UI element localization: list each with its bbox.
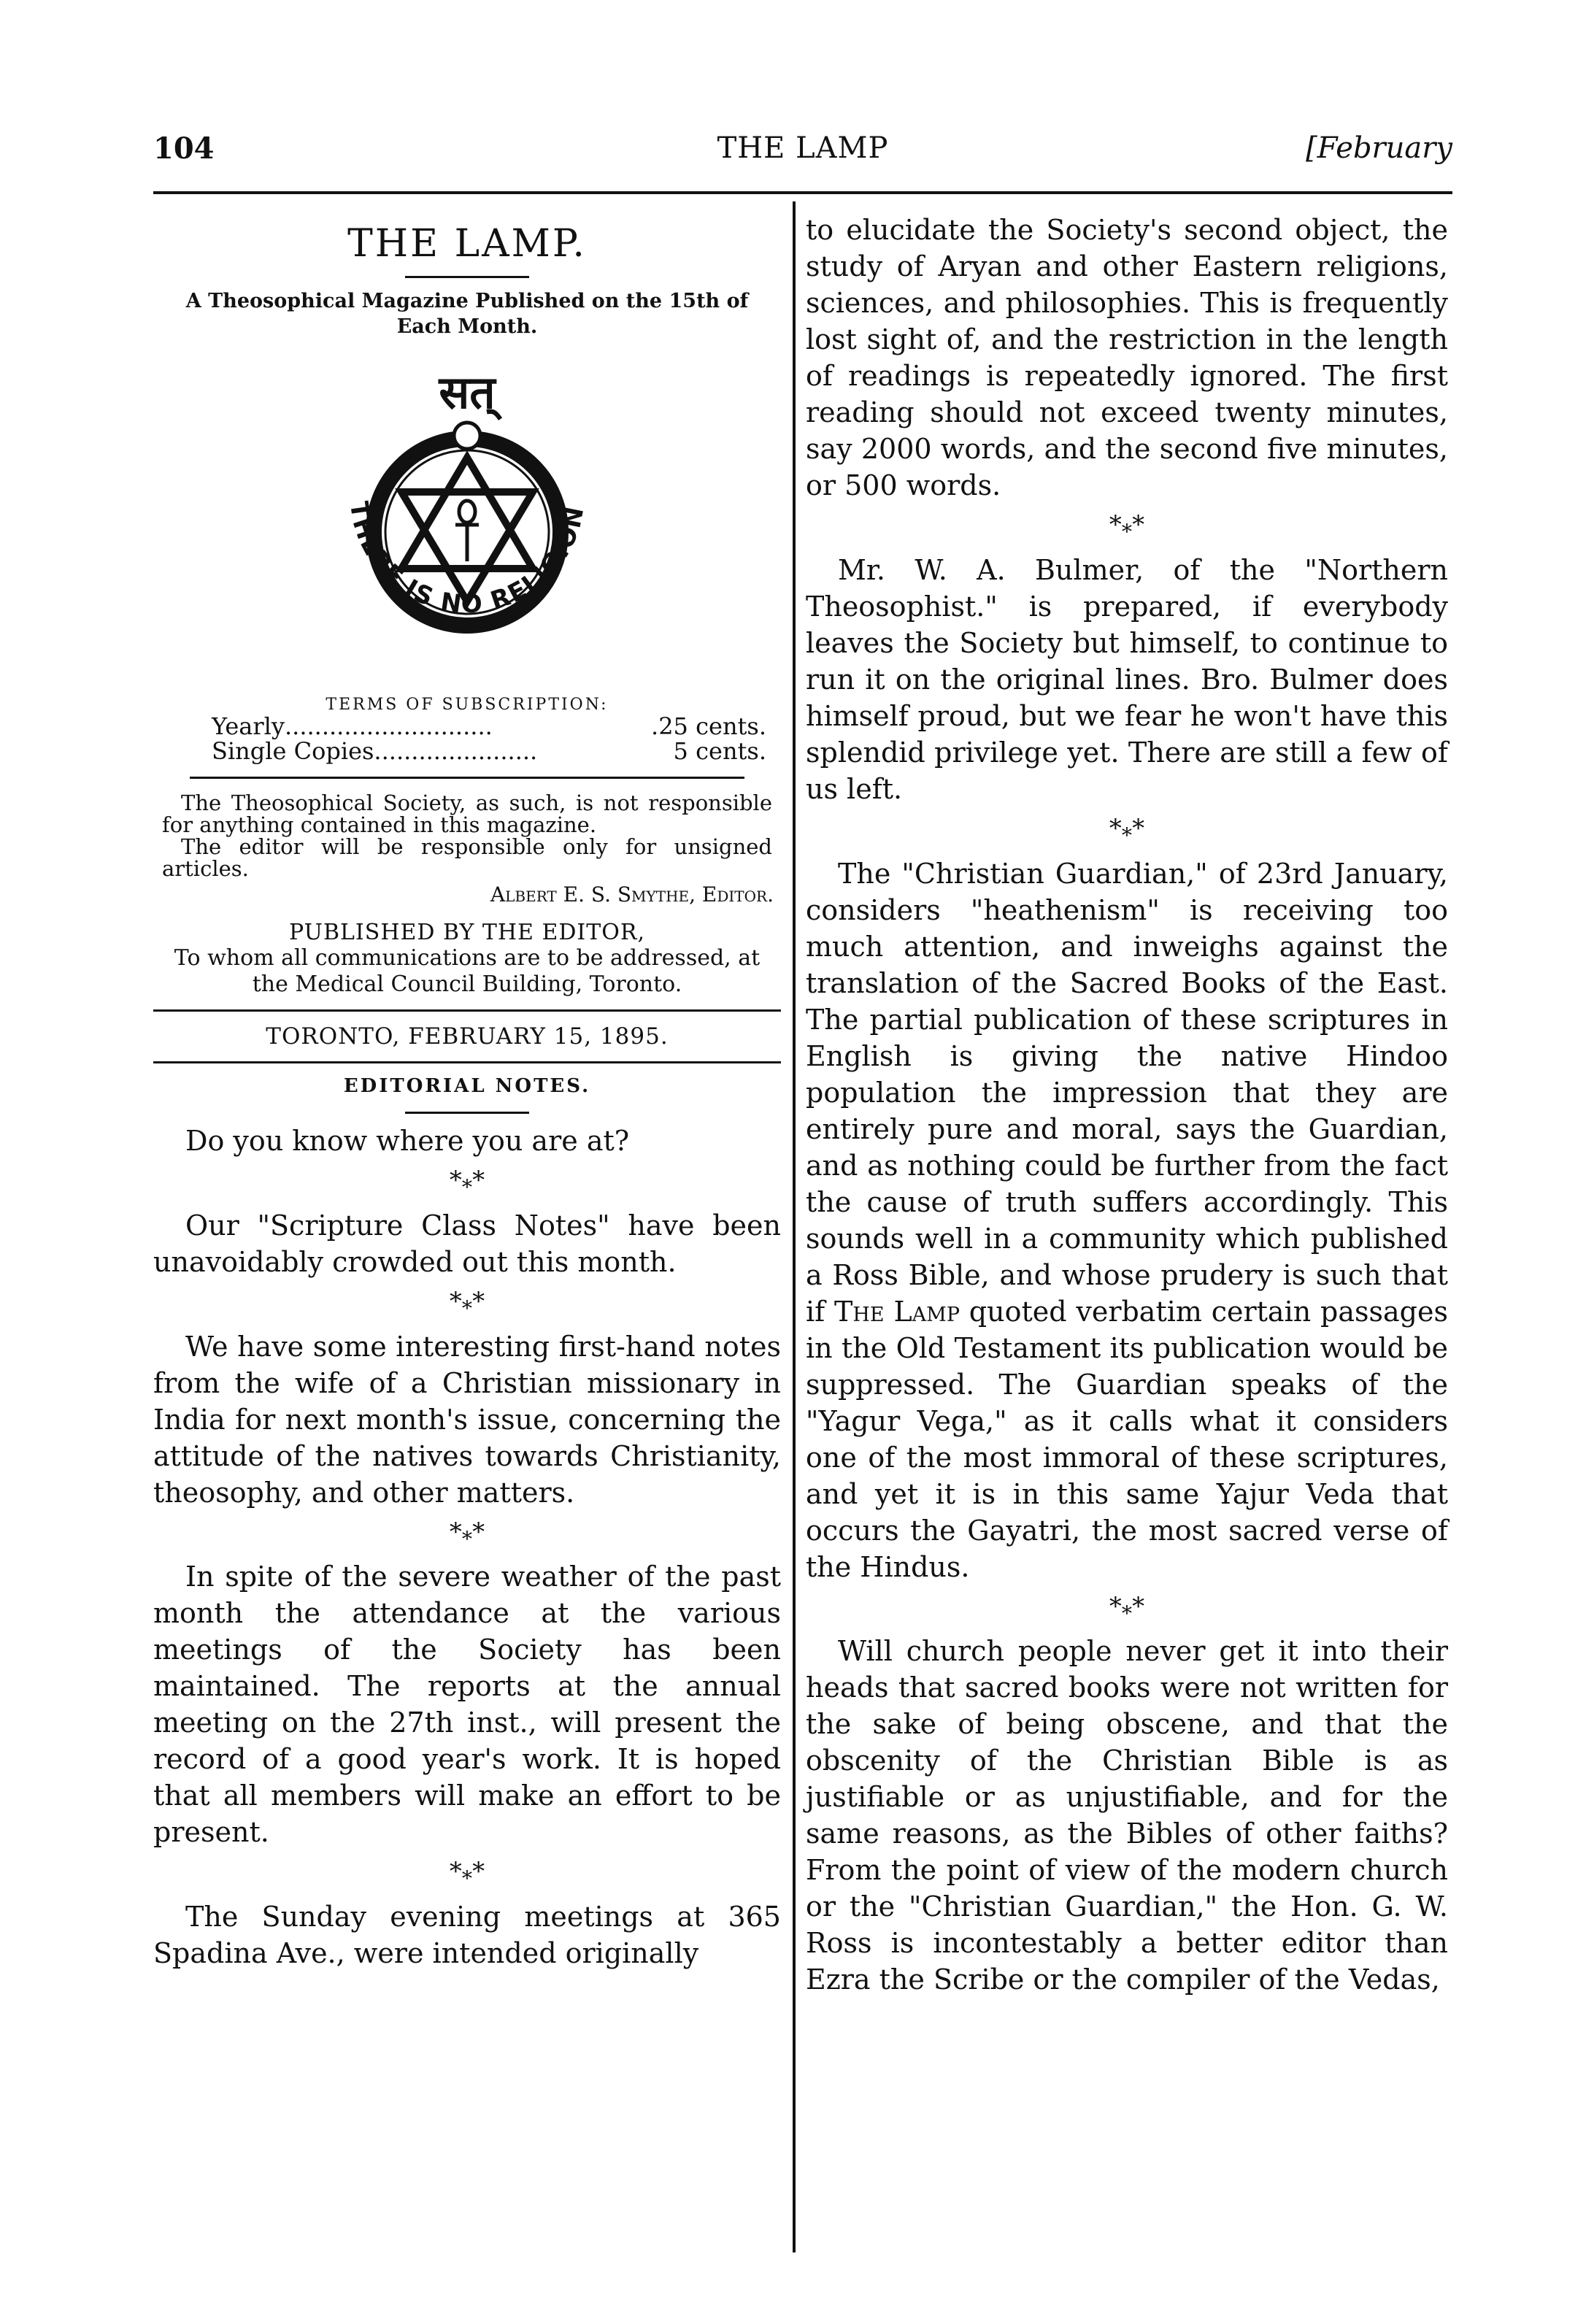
left-paragraph-2: Our "Scripture Class Notes" have been unavoidably crowded out this month. [153, 1209, 781, 1278]
dateline: TORONTO, FEBRUARY 15, 1895. [266, 1023, 669, 1050]
asterism-divider: $*_**$ [449, 1166, 485, 1199]
svg-text:THERE IS NO RELIGION HIGHER TH [153, 350, 590, 620]
editor-notice: The editor will be responsible only for unsigned articles. [162, 834, 772, 881]
left-paragraph-4: In spite of the severe weather of the past month the attendance at the various meetings of the Society has been maintained. The reports at the annual meeting on the 27th inst., will present the record of a good year's work. It is hoped that all members will make an effort to be present. [153, 1561, 781, 1849]
masthead-rule [405, 276, 529, 278]
left-column [153, 212, 781, 1971]
terms-rule [190, 777, 744, 779]
published-by: PUBLISHED BY THE EDITOR, [289, 920, 645, 945]
lamp-name: The Lamp [834, 1295, 960, 1328]
column-divider [793, 201, 796, 2252]
dateline-rule-top [153, 1009, 781, 1012]
section-title: EDITORIAL NOTES. [343, 1075, 591, 1097]
disclaimer-notice: The Theosophical Society, as such, is not responsible for anything contained in this magazine. [162, 790, 772, 837]
running-title: THE LAMP [717, 131, 889, 165]
left-paragraph-3: We have some interesting first-hand notes from the wife of a Christian missionary in India for next month's issue, concerning the attitude of the natives towards Christianity, theosophy, and other matters. [153, 1330, 781, 1509]
seal-emblem-icon [153, 350, 781, 693]
left-paragraph-5: The Sunday evening meetings at 365 Spadina Ave., were intended originally [153, 1901, 781, 1970]
right-paragraph-2: Mr. W. A. Bulmer, of the "Northern Theosophist." is prepared, if everybody leaves the Society but himself, to continue to run it on the original lines. Bro. Bulmer does himself proud, but we fear he won't have this splendid privilege yet. There are still a few of us left. [806, 553, 1448, 805]
right-paragraph-1: to elucidate the Society's second object, the study of Aryan and other Eastern religions, sciences, and philosophies. This is frequently lost sight of, and the restriction in the length of readings is repeatedly ignored. The first reading should not exceed twenty minutes, say 2000 words, and the second five minutes, or 500 words. [806, 214, 1448, 501]
right-column [806, 212, 1448, 1998]
masthead-subtitle: A Theosophical Magazine Published on the 15th of Each Month. [185, 290, 749, 338]
left-paragraph-1: Do you know where you are at? [185, 1125, 630, 1157]
ankh-icon [455, 501, 479, 561]
section-rule [405, 1112, 529, 1114]
terms-row-yearly: Yearly ............................ .25 cents. [212, 712, 766, 740]
page-number: 104 [153, 131, 215, 166]
asterism-divider: $*_**$ [1109, 1591, 1145, 1625]
asterism-divider: $*_**$ [449, 1286, 485, 1320]
asterism-divider: $*_**$ [1109, 813, 1145, 847]
seal-motto: THERE IS NO RELIGION [343, 499, 590, 620]
header-rule [153, 191, 1452, 194]
asterism-divider: $*_**$ [1109, 510, 1145, 544]
asterism-divider: $*_**$ [449, 1857, 485, 1891]
right-paragraph-4: Will church people never get it into their heads that sacred books were not written for the sake of being obscene, and that the obscenity of the Christian Bible is as justifiable or as unjustifiable, and for the same reasons, as the Bibles of other faiths? From the point of view of the modern church or the "Christian Guardian," the Hon. G. W. Ross is incontestably a better editor than Ezra the Scribe or the compiler of the Vedas, [806, 1635, 1448, 1996]
terms-row-single: Single Copies ...................... 5 cents. [212, 737, 766, 765]
dateline-rule-bottom [153, 1061, 781, 1063]
editor-signature: Albert E. S. Smythe, Editor. [490, 882, 774, 907]
asterism-divider: $*_**$ [449, 1517, 485, 1551]
sat-glyph-icon: सत् [439, 366, 496, 419]
running-header [153, 131, 1452, 182]
running-month: [February [1306, 131, 1452, 165]
theosophical-seal [153, 350, 781, 693]
terms-heading: TERMS OF SUBSCRIPTION: [326, 696, 609, 714]
masthead-title: THE LAMP. [347, 222, 587, 266]
publisher-address: To whom all communications are to be addressed, at the Medical Council Building, Toronto. [174, 945, 761, 997]
right-paragraph-3: The "Christian Guardian," of 23rd January, considers "heathenism" is receiving too much attention, and inweighs against the translation of the Sacred Books of the East. The partial publication of these scriptures in English is giving the native Hindoo population the impression that they are entirely pure and moral, says the Guardian, and as nothing could be further from the fact the cause of truth suffers accordingly. This sounds well in a community which published a Ross Bible, and whose prudery is such that if The Lamp quoted verbatim certain passages in the Old Testament its publication would be suppressed. The Guardian speaks of the "Yagur Vega," as it calls what it considers one of the most immoral of these scriptures, and yet it is in this same Yajur Veda that occurs the Gayatri, the most sacred verse of the Hindus. [806, 857, 1448, 1583]
